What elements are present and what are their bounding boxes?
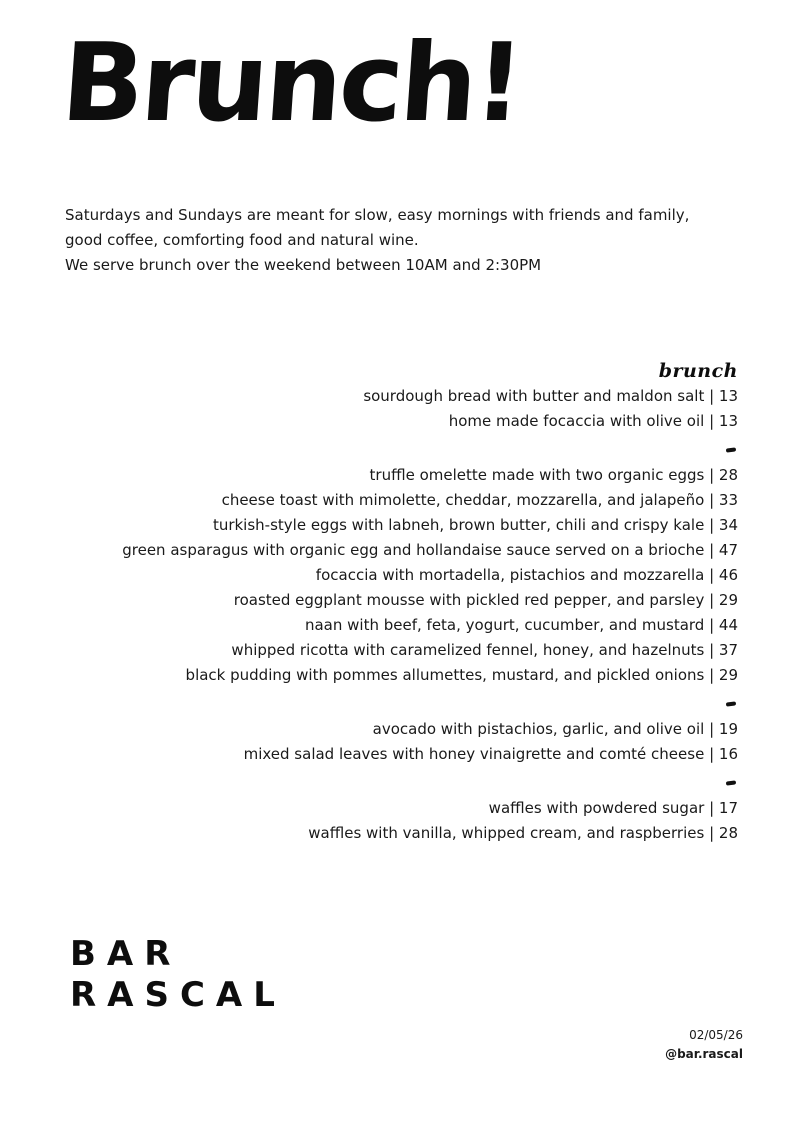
intro-text: [65, 203, 755, 278]
menu-item: waffles with powdered sugar | 17: [488, 799, 738, 817]
dash-mark: [726, 447, 736, 452]
menu-item: turkish-style eggs with labneh, brown butter, chili and crispy kale | 34: [212, 516, 738, 534]
menu-item: naan with beef, feta, yogurt, cucumber, and mustard | 44: [304, 616, 738, 634]
section-divider: [38, 688, 738, 717]
menu-group-sweets: [38, 796, 738, 846]
intro-line: Saturdays and Sundays are meant for slow, easy mornings with friends and family,: [65, 206, 690, 224]
menu-item: green asparagus with organic egg and hollandaise sauce served on a brioche | 47: [122, 541, 738, 559]
page-title: Brunch!: [57, 21, 525, 146]
menu-item: black pudding with pommes allumettes, mustard, and pickled onions | 29: [185, 666, 738, 684]
menu-item: avocado with pistachios, garlic, and olive oil | 19: [372, 720, 738, 738]
menu-item: whipped ricotta with caramelized fennel, honey, and hazelnuts | 37: [231, 641, 738, 659]
logo-line: RASCAL: [70, 975, 286, 1015]
dash-mark: [726, 701, 736, 706]
menu-item: home made focaccia with olive oil | 13: [448, 412, 738, 430]
menu-item: waffles with vanilla, whipped cream, and raspberries | 28: [308, 824, 738, 842]
logo-line: BAR: [70, 934, 182, 974]
intro-line: good coffee, comforting food and natural wine.: [65, 231, 419, 249]
footer: [665, 1026, 743, 1064]
menu-date: 02/05/26: [689, 1028, 743, 1042]
brunch-menu: [38, 358, 738, 846]
menu-item: mixed salad leaves with honey vinaigrette and comté cheese | 16: [243, 745, 738, 763]
menu-item: cheese toast with mimolette, cheddar, mozzarella, and jalapeño | 33: [221, 491, 738, 509]
menu-group-bread: [38, 384, 738, 434]
bar-rascal-logo: [70, 934, 286, 1016]
menu-item: truffle omelette made with two organic eggs | 28: [369, 466, 738, 484]
menu-section-heading: brunch: [658, 360, 738, 382]
menu-item: sourdough bread with butter and maldon salt | 13: [363, 387, 738, 405]
section-divider: [38, 767, 738, 796]
dash-mark: [726, 780, 736, 785]
section-divider: [38, 434, 738, 463]
social-handle: @bar.rascal: [665, 1047, 743, 1061]
menu-item: focaccia with mortadella, pistachios and mozzarella | 46: [315, 566, 738, 584]
menu-group-mains: [38, 463, 738, 688]
intro-line: We serve brunch over the weekend between 10AM and 2:30PM: [65, 256, 542, 274]
menu-group-salads: [38, 717, 738, 767]
menu-item: roasted eggplant mousse with pickled red pepper, and parsley | 29: [233, 591, 738, 609]
